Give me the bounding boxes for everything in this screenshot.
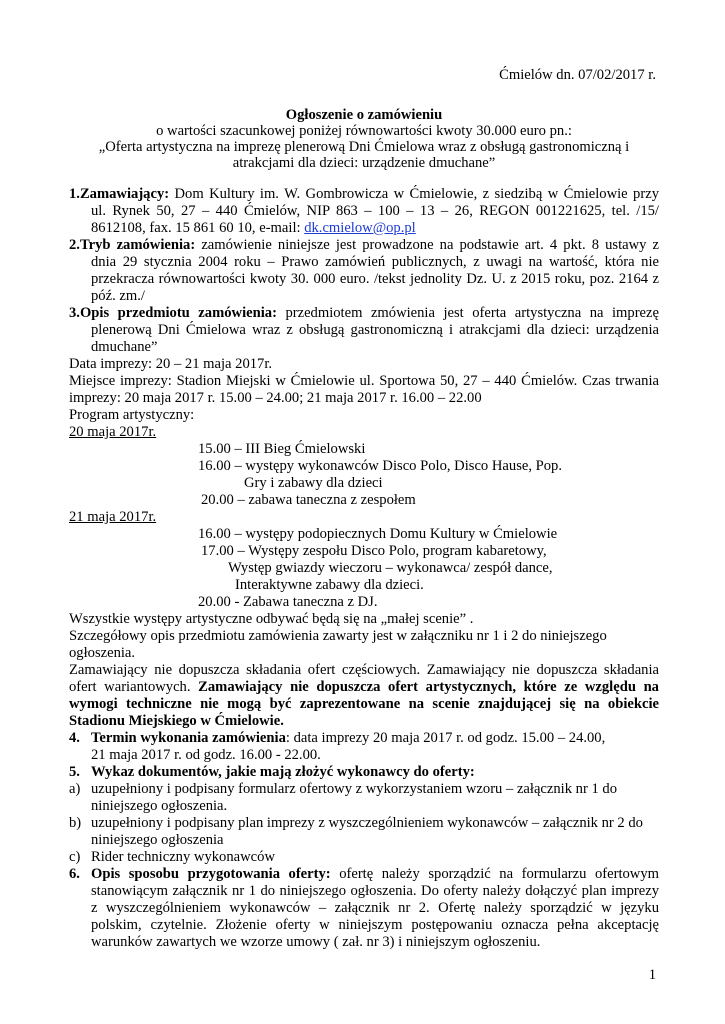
- day-1-item: 15.00 – III Bieg Ćmielowski: [198, 441, 366, 457]
- email-link[interactable]: dk.cmielow@op.pl: [304, 220, 416, 236]
- event-place-line-2: imprezy: 20 maja 2017 r. 15.00 – 24.00; 21 maja 2017 r. 16.00 – 22.00: [69, 390, 482, 406]
- section-6-line-3: z wyszczególnieniem wykonawców – załącznik nr 2. Ofertę należy sporządzić w języku: [91, 900, 659, 916]
- day-2-item: 16.00 – występy podopiecznych Domu Kultury w Ćmielowie: [198, 526, 558, 542]
- list-marker-b: b): [69, 815, 82, 831]
- section-1-line-2: ul. Rynek 50, 27 – 440 Ćmielów, NIP 863 – 100 – 13 – 26, REGON 001221625, tel. /15/: [91, 203, 659, 219]
- item-b-line-1: uzupełniony i podpisany plan imprezy z wyszczególnieniem wykonawców – załącznik nr 2 do: [91, 815, 643, 831]
- title-line-2: „Oferta artystyczna na imprezę plenerową Dni Ćmielowa wraz z obsługą gastronomiczną i: [98, 139, 630, 155]
- day-2-item: 20.00 - Zabawa taneczna z DJ.: [198, 594, 378, 610]
- section-4-line-2: 21 maja 2017 r. od godz. 16.00 - 22.00.: [91, 747, 321, 763]
- section-1-line-3: 8612108, fax. 15 861 60 10, e-mail: dk.cmielow@op.pl: [91, 220, 416, 236]
- document-date: Ćmielów dn. 07/02/2017 r.: [499, 67, 656, 83]
- note-offers-line-4: Stadionu Miejskiego w Ćmielowie.: [69, 713, 284, 729]
- item-c-line-1: Rider techniczny wykonawców: [91, 849, 275, 865]
- section-4-number: 4.: [69, 730, 80, 746]
- section-2-line-4: póź. zm./: [91, 288, 145, 304]
- item-a-line-2: niniejszego ogłoszenia.: [91, 798, 228, 814]
- section-6-line-5: warunków zawartych we wzorze umowy ( zał. nr 3) i niniejszym ogłoszeniu.: [91, 934, 541, 950]
- day-2-date: 21 maja 2017r.: [69, 509, 157, 525]
- section-3-line-1: 3.Opis przedmiotu zamówienia: przedmiotem zmówienia jest oferta artystyczna na imprezę: [69, 305, 659, 321]
- day-1-item: Gry i zabawy dla dzieci: [244, 475, 383, 491]
- list-marker-c: c): [69, 849, 81, 865]
- item-b-line-2: niniejszego ogłoszenia: [91, 832, 224, 848]
- section-5-heading: Wykaz dokumentów, jakie mają złożyć wykonawcy do oferty:: [91, 764, 475, 780]
- event-place-line-1: Miejsce imprezy: Stadion Miejski w Ćmielowie ul. Sportowa 50, 27 – 440 Ćmielów. Czas trwania: [69, 373, 659, 389]
- note-offers-line-3: wymogi techniczne nie mogą być zaprezentowane na scenie znajdującej się na obiekcie: [69, 696, 659, 712]
- note-small-stage: Wszystkie występy artystyczne odbywać będą się na „małej scenie” .: [69, 611, 474, 627]
- day-2-item: 17.00 – Występy zespołu Disco Polo, program kabaretowy,: [201, 543, 547, 559]
- day-2-item: Interaktywne zabawy dla dzieci.: [235, 577, 424, 593]
- section-6-line-1: Opis sposobu przygotowania oferty: ofertę należy sporządzić na formularzu ofertowym: [91, 866, 659, 882]
- day-1-date: 20 maja 2017r.: [69, 424, 157, 440]
- program-label: Program artystyczny:: [69, 407, 195, 423]
- section-2-line-3: przekracza równowartości kwoty 30. 000 euro. /tekst jednolity Dz. U. z 2015 roku, poz. 2164 z: [91, 271, 659, 287]
- day-1-item: 16.00 – występy wykonawców Disco Polo, Disco Hause, Pop.: [198, 458, 563, 474]
- event-date: Data imprezy: 20 – 21 maja 2017r.: [69, 356, 273, 372]
- section-5-number: 5.: [69, 764, 80, 780]
- section-3-line-3: dmuchane”: [91, 339, 158, 355]
- section-2-line-2: dnia 29 stycznia 2004 roku – Prawo zamówień publicznych, z uwagi na wartość, która nie: [91, 254, 659, 270]
- title-line-3: atrakcjami dla dzieci: urządzenie dmuchane”: [232, 155, 496, 171]
- section-6-line-4: polskim, czytelnie. Złożenie oferty w niniejszym postępowaniu oznacza pełna akceptację: [91, 917, 659, 933]
- title-line-1: o wartości szacunkowej poniżej równowartości kwoty 30.000 euro pn.:: [156, 123, 572, 139]
- note-offers-line-1: Zamawiający nie dopuszcza składania ofert częściowych. Zamawiający nie dopuszcza składania: [69, 662, 659, 678]
- section-6-line-2: stanowiącym załącznik nr 1 do niniejszego ogłoszenia. Do oferty należy dołączyć plan imprezy: [91, 883, 659, 899]
- item-a-line-1: uzupełniony i podpisany formularz ofertowy z wykorzystaniem wzoru – załącznik nr 1 do: [91, 781, 618, 797]
- section-6-number: 6.: [69, 866, 80, 882]
- section-1-line-1: 1.Zamawiający: Dom Kultury im. W. Gombrowicza w Ćmielowie, z siedzibą w Ćmielowie przy: [69, 186, 659, 202]
- section-3-line-2: plenerową Dni Ćmielowa wraz z obsługą gastronomiczną i atrakcjami dla dzieci: urządzenia: [91, 322, 659, 338]
- note-description-line-2: ogłoszenia.: [69, 645, 136, 661]
- day-1-item: 20.00 – zabawa taneczna z zespołem: [201, 492, 416, 508]
- page-number: 1: [648, 967, 656, 983]
- note-description-line-1: Szczegółowy opis przedmiotu zamówienia zawarty jest w załączniku nr 1 i 2 do niniejszego: [69, 628, 607, 644]
- document-title: Ogłoszenie o zamówieniu: [285, 107, 443, 123]
- list-marker-a: a): [69, 781, 81, 797]
- section-4-line-1: Termin wykonania zamówienia: data imprezy 20 maja 2017 r. od godz. 15.00 – 24.00,: [91, 730, 606, 746]
- section-2-line-1: 2.Tryb zamówienia: zamówienie niniejsze jest prowadzone na podstawie art. 4 pkt. 8 ustawy z: [69, 237, 660, 253]
- note-offers-line-2: ofert wariantowych. Zamawiający nie dopuszcza ofert artystycznych, które ze względu na: [69, 679, 659, 695]
- day-2-item: Występ gwiazdy wieczoru – wykonawca/ zespół dance,: [228, 560, 553, 576]
